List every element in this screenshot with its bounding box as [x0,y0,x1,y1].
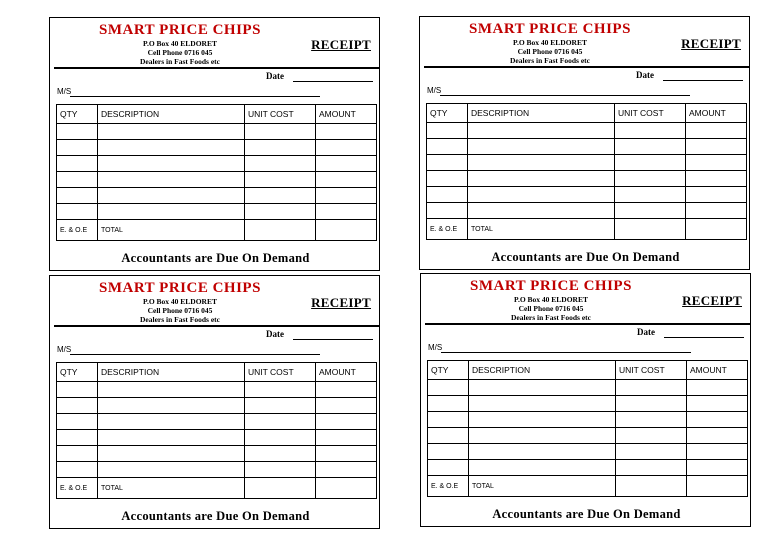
description-cell[interactable] [469,428,616,444]
amount-cell[interactable] [686,203,747,219]
date-label: Date [266,71,284,81]
table-row [57,172,377,188]
header-divider [54,325,379,327]
unit-cost-cell[interactable] [245,462,316,478]
ms-field[interactable] [440,95,690,96]
qty-cell[interactable] [428,380,469,396]
amount-cell[interactable] [316,172,377,188]
total-amount-cell[interactable] [316,478,377,499]
description-cell[interactable] [98,430,245,446]
table-row [427,155,747,171]
table-row [57,398,377,414]
business-name: SMART PRICE CHIPS [99,22,261,38]
business-name: SMART PRICE CHIPS [470,278,632,294]
unit-cost-cell[interactable] [245,204,316,220]
unit-cost-cell[interactable] [245,140,316,156]
items-table [427,360,748,497]
table-row [427,187,747,203]
description-cell[interactable] [469,396,616,412]
description-header: DESCRIPTION [469,361,616,380]
receipt-1 [49,17,380,271]
qty-cell[interactable] [57,430,98,446]
qty-cell[interactable] [427,187,468,203]
amount-cell[interactable] [316,382,377,398]
description-cell[interactable] [98,204,245,220]
table-row [427,123,747,139]
total-unit-cost-cell[interactable] [245,478,316,499]
description-cell[interactable] [469,460,616,476]
table-row [57,188,377,204]
qty-header: QTY [428,361,469,380]
table-header-row [428,361,748,380]
receipt-title: RECEIPT [682,293,742,308]
ms-label: M/S [57,87,72,96]
unit-cost-cell[interactable] [245,414,316,430]
qty-cell[interactable] [427,171,468,187]
business-address: P.O Box 40 ELDORET [513,38,587,47]
unit-cost-cell[interactable] [245,188,316,204]
description-cell[interactable] [98,140,245,156]
footer-note: Accountants are Due On Demand [121,251,310,265]
total-row [57,220,377,241]
eoe-label: E. & O.E [427,219,468,240]
ms-field[interactable] [441,352,691,353]
total-unit-cost-cell[interactable] [245,220,316,241]
description-cell[interactable] [98,188,245,204]
unit-cost-cell[interactable] [615,123,686,139]
amount-cell[interactable] [316,430,377,446]
unit-cost-cell[interactable] [616,460,687,476]
unit-cost-header: UNIT COST [245,105,316,124]
description-cell[interactable] [98,124,245,140]
table-row [427,203,747,219]
table-header-row [57,105,377,124]
table-row [57,414,377,430]
eoe-label: E. & O.E [57,220,98,241]
unit-cost-cell[interactable] [615,187,686,203]
total-amount-cell[interactable] [316,220,377,241]
description-cell[interactable] [468,139,615,155]
unit-cost-header: UNIT COST [616,361,687,380]
items-table [56,362,377,499]
description-cell[interactable] [468,187,615,203]
qty-cell[interactable] [427,203,468,219]
qty-cell[interactable] [428,460,469,476]
table-row [427,171,747,187]
footer-note: Accountants are Due On Demand [492,507,681,521]
unit-cost-cell[interactable] [616,412,687,428]
ms-label: M/S [57,345,72,354]
business-address: P.O Box 40 ELDORET [143,39,217,48]
total-amount-cell[interactable] [687,476,748,497]
description-cell[interactable] [98,398,245,414]
qty-cell[interactable] [57,172,98,188]
table-header-row [427,104,747,123]
amount-cell[interactable] [687,460,748,476]
table-row [428,412,748,428]
qty-cell[interactable] [57,156,98,172]
date-label: Date [637,327,655,337]
description-cell[interactable] [469,444,616,460]
date-field[interactable] [293,81,373,82]
qty-cell[interactable] [57,140,98,156]
qty-header: QTY [57,363,98,382]
date-field[interactable] [663,80,743,81]
total-unit-cost-cell[interactable] [616,476,687,497]
business-name: SMART PRICE CHIPS [99,280,261,296]
business-address: P.O Box 40 ELDORET [514,295,588,304]
qty-cell[interactable] [57,414,98,430]
unit-cost-cell[interactable] [615,171,686,187]
amount-cell[interactable] [686,187,747,203]
unit-cost-header: UNIT COST [615,104,686,123]
amount-cell[interactable] [686,155,747,171]
unit-cost-cell[interactable] [245,430,316,446]
table-row [428,444,748,460]
table-row [57,140,377,156]
description-cell[interactable] [98,446,245,462]
description-header: DESCRIPTION [468,104,615,123]
table-row [428,396,748,412]
total-label: TOTAL [468,219,615,240]
amount-cell[interactable] [316,462,377,478]
description-cell[interactable] [468,171,615,187]
business-tagline: Dealers in Fast Foods etc [510,56,590,65]
table-row [428,428,748,444]
unit-cost-cell[interactable] [245,446,316,462]
qty-cell[interactable] [428,428,469,444]
unit-cost-cell[interactable] [615,203,686,219]
description-cell[interactable] [98,382,245,398]
amount-cell[interactable] [316,188,377,204]
total-amount-cell[interactable] [686,219,747,240]
amount-header: AMOUNT [686,104,747,123]
unit-cost-cell[interactable] [616,396,687,412]
business-phone: Cell Phone 0716 045 [147,306,213,315]
description-cell[interactable] [468,203,615,219]
qty-cell[interactable] [57,462,98,478]
receipt-3 [49,275,380,529]
amount-cell[interactable] [687,444,748,460]
table-row [57,462,377,478]
date-field[interactable] [664,337,744,338]
date-label: Date [266,329,284,339]
unit-cost-cell[interactable] [245,156,316,172]
amount-header: AMOUNT [687,361,748,380]
description-cell[interactable] [469,380,616,396]
unit-cost-cell[interactable] [616,428,687,444]
qty-cell[interactable] [428,444,469,460]
table-header-row [57,363,377,382]
ms-field[interactable] [70,354,320,355]
ms-field[interactable] [70,96,320,97]
receipt-title: RECEIPT [311,37,371,52]
description-cell[interactable] [98,414,245,430]
description-cell[interactable] [98,462,245,478]
amount-cell[interactable] [686,139,747,155]
business-phone: Cell Phone 0716 045 [517,47,583,56]
business-address: P.O Box 40 ELDORET [143,297,217,306]
amount-cell[interactable] [687,412,748,428]
description-cell[interactable] [468,123,615,139]
eoe-label: E. & O.E [428,476,469,497]
amount-cell[interactable] [686,123,747,139]
date-label: Date [636,70,654,80]
business-name: SMART PRICE CHIPS [469,21,631,37]
unit-cost-cell[interactable] [615,155,686,171]
receipt-title: RECEIPT [311,295,371,310]
items-table [56,104,377,241]
qty-cell[interactable] [57,398,98,414]
table-row [428,380,748,396]
total-unit-cost-cell[interactable] [615,219,686,240]
business-phone: Cell Phone 0716 045 [147,48,213,57]
unit-cost-cell[interactable] [616,444,687,460]
qty-cell[interactable] [427,139,468,155]
total-row [427,219,747,240]
table-row [428,460,748,476]
date-field[interactable] [293,339,373,340]
table-row [427,139,747,155]
table-row [57,204,377,220]
description-cell[interactable] [98,172,245,188]
amount-cell[interactable] [687,380,748,396]
unit-cost-cell[interactable] [245,124,316,140]
description-header: DESCRIPTION [98,363,245,382]
unit-cost-cell[interactable] [245,382,316,398]
table-row [57,446,377,462]
header-divider [54,67,379,69]
ms-label: M/S [428,343,443,352]
business-tagline: Dealers in Fast Foods etc [140,315,220,324]
total-label: TOTAL [98,478,245,499]
qty-cell[interactable] [57,124,98,140]
unit-cost-cell[interactable] [245,398,316,414]
qty-cell[interactable] [57,204,98,220]
amount-cell[interactable] [316,124,377,140]
qty-cell[interactable] [57,188,98,204]
unit-cost-cell[interactable] [615,139,686,155]
qty-header: QTY [57,105,98,124]
description-header: DESCRIPTION [98,105,245,124]
amount-cell[interactable] [316,398,377,414]
receipt-title: RECEIPT [681,36,741,51]
business-tagline: Dealers in Fast Foods etc [140,57,220,66]
table-row [57,382,377,398]
table-row [57,430,377,446]
amount-cell[interactable] [316,140,377,156]
qty-cell[interactable] [57,382,98,398]
qty-cell[interactable] [427,155,468,171]
unit-cost-cell[interactable] [245,172,316,188]
receipt-4 [420,273,751,527]
qty-cell[interactable] [427,123,468,139]
unit-cost-cell[interactable] [616,380,687,396]
description-cell[interactable] [469,412,616,428]
qty-cell[interactable] [57,446,98,462]
qty-cell[interactable] [428,412,469,428]
amount-cell[interactable] [687,428,748,444]
total-label: TOTAL [98,220,245,241]
amount-cell[interactable] [687,396,748,412]
amount-cell[interactable] [316,204,377,220]
unit-cost-header: UNIT COST [245,363,316,382]
business-phone: Cell Phone 0716 045 [518,304,584,313]
eoe-label: E. & O.E [57,478,98,499]
amount-header: AMOUNT [316,363,377,382]
qty-header: QTY [427,104,468,123]
qty-cell[interactable] [428,396,469,412]
description-cell[interactable] [468,155,615,171]
header-divider [425,323,750,325]
ms-label: M/S [427,86,442,95]
receipt-2 [419,16,750,270]
amount-cell[interactable] [316,414,377,430]
table-row [57,124,377,140]
total-row [57,478,377,499]
items-table [426,103,747,240]
description-cell[interactable] [98,156,245,172]
total-label: TOTAL [469,476,616,497]
amount-cell[interactable] [316,156,377,172]
table-row [57,156,377,172]
amount-header: AMOUNT [316,105,377,124]
amount-cell[interactable] [316,446,377,462]
total-row [428,476,748,497]
amount-cell[interactable] [686,171,747,187]
footer-note: Accountants are Due On Demand [491,250,680,264]
header-divider [424,66,749,68]
business-tagline: Dealers in Fast Foods etc [511,313,591,322]
footer-note: Accountants are Due On Demand [121,509,310,523]
